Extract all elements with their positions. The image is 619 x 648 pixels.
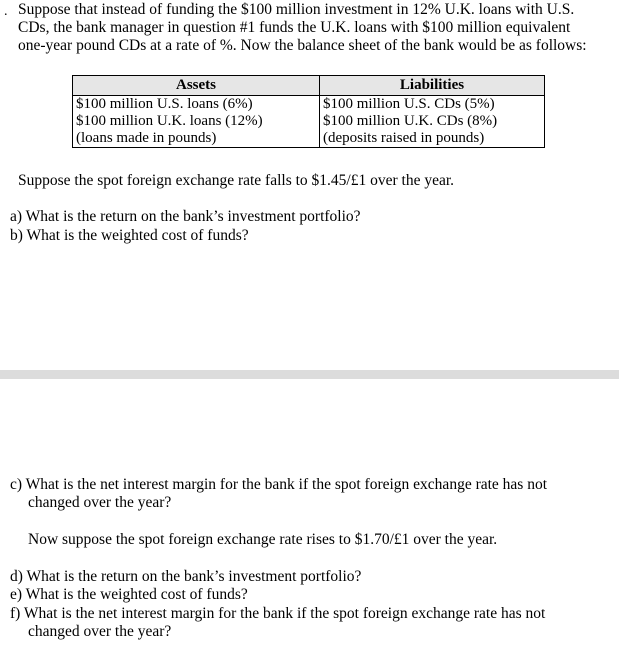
intro-line-2: CDs, the bank manager in question #1 funds the U.K. loans with $100 million equivalent: [18, 19, 571, 36]
question-b: b) What is the weighted cost of funds?: [10, 227, 249, 244]
table-row: [73, 130, 545, 148]
question-a: a) What is the return on the bank’s investment portfolio?: [10, 208, 361, 225]
intro-paragraph: [18, 1, 608, 55]
table-row: [73, 113, 545, 130]
table-row: [73, 96, 545, 114]
question-f-line-1: f) What is the net interest margin for the bank if the spot foreign exchange rate has not: [10, 605, 546, 622]
asset-cell: $100 million U.K. loans (12%): [73, 113, 320, 130]
intro-line-3: one-year pound CDs at a rate of %. Now the balance sheet of the bank would be as follows:: [18, 37, 587, 54]
liabilities-header: Liabilities: [320, 76, 545, 96]
question-d: d) What is the return on the bank’s investment portfolio?: [10, 568, 362, 585]
scenario-falls-text: Suppose the spot foreign exchange rate falls to $1.45/£1 over the year.: [18, 172, 455, 189]
page-divider: [0, 370, 619, 379]
question-c-line-1: c) What is the net interest margin for the bank if the spot foreign exchange rate has not: [10, 476, 548, 493]
liability-cell: $100 million U.K. CDs (8%): [320, 113, 545, 130]
table-header-row: [73, 76, 545, 96]
question-e: e) What is the weighted cost of funds?: [10, 586, 248, 603]
asset-cell: (loans made in pounds): [73, 130, 320, 148]
question-f-line-2: changed over the year?: [28, 623, 172, 640]
scenario-rises-text: Now suppose the spot foreign exchange rate rises to $1.70/£1 over the year.: [28, 531, 498, 548]
liability-cell: $100 million U.S. CDs (5%): [320, 96, 545, 114]
question-c-line-2: changed over the year?: [28, 494, 172, 511]
balance-sheet-table: [72, 75, 545, 148]
intro-line-1: Suppose that instead of funding the $100 million investment in 12% U.K. loans with U.S.: [18, 1, 575, 18]
assets-header: Assets: [73, 76, 320, 96]
liability-cell: (deposits raised in pounds): [320, 130, 545, 148]
asset-cell: $100 million U.S. loans (6%): [73, 96, 320, 114]
list-bullet: .: [4, 4, 8, 19]
